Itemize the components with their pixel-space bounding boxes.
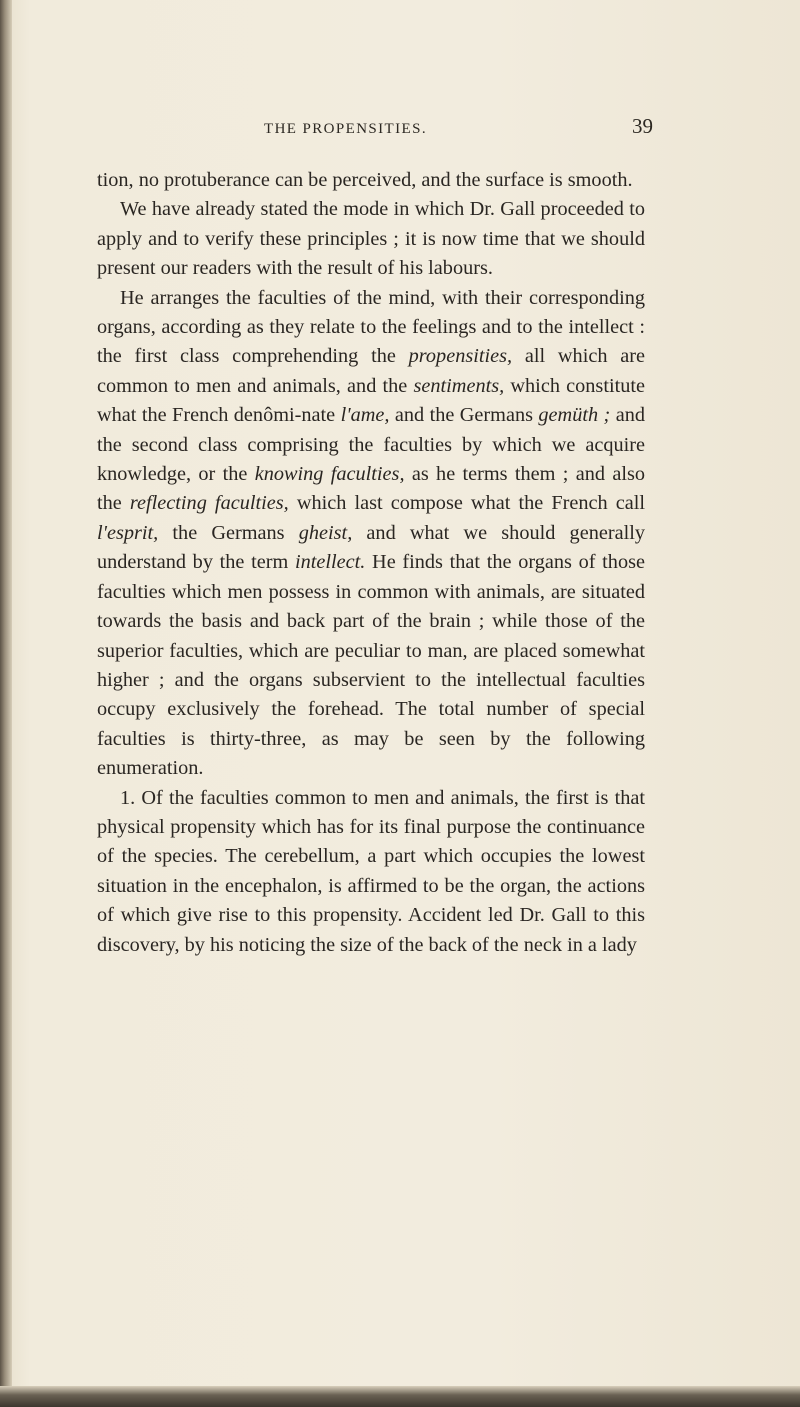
running-head: THE PROPENSITIES. — [264, 121, 427, 137]
body-text — [97, 166, 645, 960]
text-run: We have already stated the mode in which Dr. Gall proceeded to apply and to verify these principles ; it is now time that we should present our readers with the result of his labours. — [97, 198, 645, 280]
text-run: the Germans — [158, 521, 299, 544]
page-number: 39 — [632, 114, 653, 138]
paragraph — [97, 284, 645, 784]
text-run: all which are common to men and animals, and the — [97, 345, 645, 397]
text-run: as he terms them ; and also the — [97, 463, 645, 515]
paragraph — [97, 166, 645, 195]
text-run: tion, no protuberance can be perceived, and the surface is smooth. — [97, 169, 633, 191]
text-run: and what we should generally understand by the term — [97, 521, 646, 574]
italic-term: gemüth ; — [538, 404, 611, 427]
text-run: and the second class comprising the faculties by which we acquire knowledge, or the — [97, 404, 646, 486]
page-bottom-edge — [0, 1386, 800, 1407]
text-run: which constitute what the French denômi-nate — [97, 374, 646, 427]
text-run: which last compose what the French call — [288, 492, 645, 515]
italic-term: gheist, — [298, 521, 353, 544]
italic-term: knowing faculties, — [254, 463, 405, 486]
italic-term: l'ame, — [340, 404, 390, 427]
text-run: He finds that the organs of those faculties which men possess in common with animals, are situated towards the basis and back part of the brain ; while those of the superior faculties, which are peculiar to man, are placed somewhat higher ; and the organs subservient to the intellectual faculties occupy exclusively the forehead. The total number of special faculties is thirty-three, as may be seen by the following enumeration. — [97, 551, 645, 780]
paragraph — [97, 195, 645, 283]
text-run: He arranges the faculties of the mind, with their corresponding organs, according as they relate to the feelings and to the intellect : the first class comprehending the — [97, 286, 645, 368]
italic-term: sentiments, — [413, 374, 505, 397]
italic-term: intellect. — [294, 551, 366, 574]
text-run: 1. Of the faculties common to men and animals, the first is that physical propensity which has for its final purpose the continuance of the species. The cerebellum, a part which occupies the lowest situation in the encephalon, is affirmed to be the organ, the actions of which give rise to this propensity. Accident led Dr. Gall to this discovery, by his noticing the size of the back of the neck in a lady — [97, 786, 645, 956]
paragraph — [97, 784, 645, 960]
page-binding-edge — [0, 0, 12, 1407]
text-run: and the Germans — [389, 404, 539, 427]
italic-term: reflecting faculties, — [129, 492, 289, 515]
italic-term: propensities, — [408, 345, 513, 368]
italic-term: l'esprit, — [97, 521, 159, 544]
